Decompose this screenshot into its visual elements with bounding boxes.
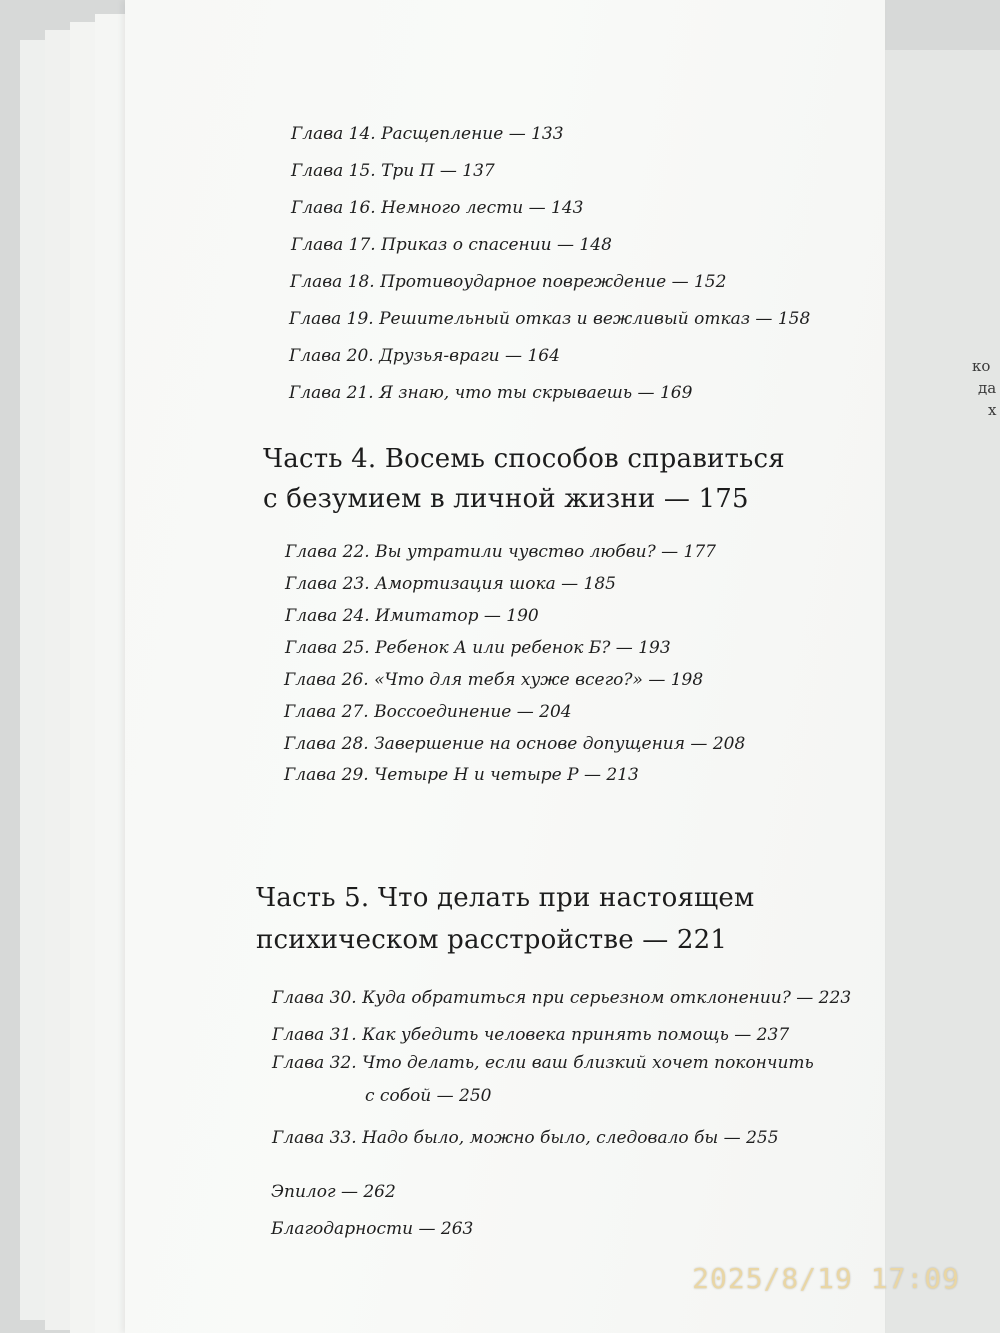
toc-chapter-20: Глава 20. Друзья-враги — 164 — [289, 346, 560, 366]
toc-acknowledgements: Благодарности — 263 — [271, 1219, 474, 1239]
toc-chapter-22: Глава 22. Вы утратили чувство любви? — 177 — [285, 542, 716, 562]
photo-timestamp: 2025/8/19 17:09 — [692, 1262, 960, 1295]
toc-chapter-19: Глава 19. Решительный отказ и вежливый отказ — 158 — [289, 309, 811, 329]
toc-chapter-17: Глава 17. Приказ о спасении — 148 — [291, 235, 612, 255]
part-4-title-continued: с безумием в личной жизни — 175 — [263, 484, 749, 514]
toc-chapter-18: Глава 18. Противоударное повреждение — 152 — [290, 272, 727, 292]
toc-chapter-31: Глава 31. Как убедить человека принять помощь — 237 — [272, 1025, 790, 1045]
toc-chapter-23: Глава 23. Амортизация шока — 185 — [285, 574, 617, 594]
toc-chapter-25: Глава 25. Ребенок А или ребенок Б? — 193 — [285, 638, 671, 658]
part-5-title: Часть 5. Что делать при настоящем — [256, 883, 755, 913]
toc-chapter-24: Глава 24. Имитатор — 190 — [285, 606, 539, 626]
facing-page-text — [972, 355, 1000, 421]
toc-chapter-16: Глава 16. Немного лести — 143 — [291, 198, 584, 218]
toc-chapter-32: Глава 32. Что делать, если ваш близкий хочет покончить — [272, 1053, 814, 1073]
facing-page-fragment: ко — [972, 357, 991, 375]
toc-chapter-33: Глава 33. Надо было, можно было, следовало бы — 255 — [272, 1128, 779, 1148]
toc-chapter-32-continued: с собой — 250 — [365, 1086, 492, 1106]
facing-page-fragment: х — [988, 401, 997, 419]
toc-chapter-15: Глава 15. Три П — 137 — [291, 161, 495, 181]
toc-chapter-21: Глава 21. Я знаю, что ты скрываешь — 169 — [289, 383, 693, 403]
part-4-title: Часть 4. Восемь способов справиться — [263, 444, 785, 474]
toc-epilogue: Эпилог — 262 — [271, 1182, 396, 1202]
toc-chapter-27: Глава 27. Воссоединение — 204 — [284, 702, 572, 722]
toc-chapter-30: Глава 30. Куда обратиться при серьезном отклонении? — 223 — [272, 988, 852, 1008]
toc-chapter-14: Глава 14. Расщепление — 133 — [291, 124, 564, 144]
toc-chapter-26: Глава 26. «Что для тебя хуже всего?» — 198 — [284, 670, 704, 690]
toc-chapter-28: Глава 28. Завершение на основе допущения — 208 — [284, 734, 746, 754]
facing-page-fragment: да — [978, 379, 997, 397]
toc-chapter-29: Глава 29. Четыре Н и четыре Р — 213 — [284, 765, 639, 785]
part-5-title-continued: психическом расстройстве — 221 — [256, 925, 728, 955]
